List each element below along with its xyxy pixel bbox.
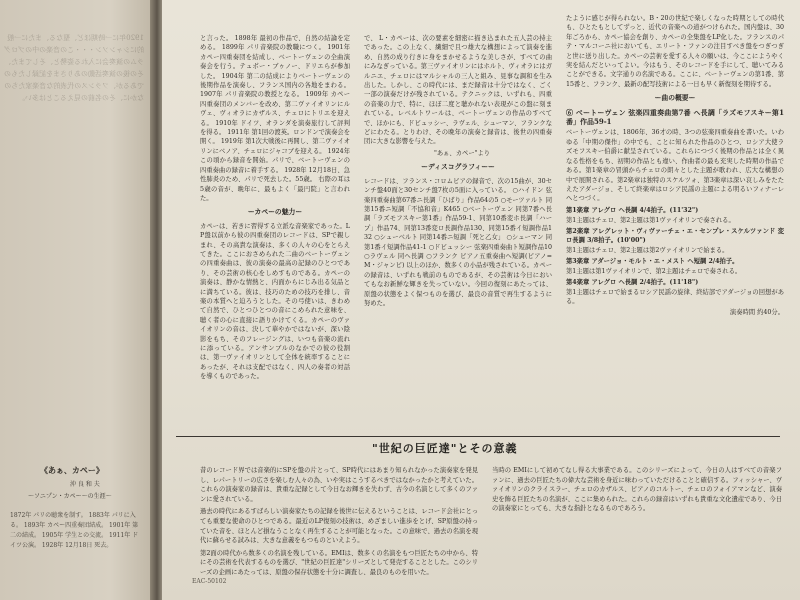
left-card-author: 沖 良 和 夫	[70, 481, 100, 488]
movement-2: 第2楽章 アレグレット・ヴィヴァーチェ・エ・センプレ・スケルツァンド 変ロ長調 3/8拍子。(10'00")	[566, 227, 784, 244]
movement-1-text: 第1主題はチェロ、第2主題は第1ヴァイオリンで奏される。	[566, 217, 735, 225]
bottom-paragraph-2: 過去の時代にあるすばらしい演奏家たちの記録を後世に伝えるということは、レコード会社にとっても重要な使命のひとつである。最近のLP復刻の技術は、めざましい進歩をとげ、SP原盤の持っていた音を、ほとんど損なうことなく再生することが可能となった。この意味で、過去の名演を現代に蘇らせる試みは、大きな意義をもつものといえよう。	[200, 508, 478, 545]
movement-1: 第1楽章 アレグロ ヘ長調 4/4拍子。(11'32")	[566, 206, 699, 214]
column-2-quote: "あぁ、カペー"より	[434, 149, 491, 157]
column-2-body: で、 L・カペーは、次の要素を細密に描き込まれた五人芸の持主であった。この上なく、繊細で且つ雄大な構想によって演奏を進め、自然の成り行きに身をまかせるような美しさが、すべての曲にみなぎっている。第三ヴァイオリンにはホルト、ヴィオラにはガルニエ、チェロにはマルシャルの三人と組み、見事な調和を生み出した。しかし、この時代には、まだ録音は十分ではなく、ごく一部の演奏だけが残されている。テクニックは、いずれも、四重の音楽の力で、特に、ほぼ二度と聴かれない表現がこの盤に刻まれている。レベルトワールは、ベートーヴェンの作品のすべてで、ほかにも、ドビュッシー、ラヴェル、シューマン、フランクなどにわたる。とりわけ、その晩年の演奏と録音は、後世の四重奏団に大きな影響を与えた。	[364, 35, 552, 146]
column-1-body: カペーは、若きに習得する立派な音楽家であった。LP盤以前から彼の四重奏団のレコードは、SPで親しまれ、その高貴な演奏は、多くの人々の心をとらえてきた。ここにおさめられた二曲のベートーヴェンの四重奏曲は、彼の演奏の最高の記録のひとつであり、その芸術の核心をしめすものである。カペーの演奏は、静かな情熱と、内面からにじみ出る気品とに満ちている。彼は、技巧のための技巧を排し、音楽の本質へと迫ろうとした。その弓使いは、きわめて自然で、ひとつひとつの音にこめられた意味を、聴く者の心に直接に語りかけてくる。カペーのヴァイオリンの音は、決して華やかではないが、深い陰影をもち、そのフレージングは、いつも音楽の流れに添っている。アンサンブルのなかでの彼の役割は、第一ヴァイオリンとして全体を統率することにあったが、それは支配ではなく、四人の奏者の対話を導くものであった。	[200, 222, 350, 381]
column-1-heading: ーカペーの魅力ー	[247, 208, 303, 217]
program-notes-heading: ー曲の概要ー	[654, 94, 696, 103]
column-3-body: たように感じが得られない。B・20の世紀で楽しくなった時期としての時代も、ひとたもとしてずっと、近代の音楽への道がつけられた。国内盤は、30年ごろから、カペー協会を創り、カペーの全集盤をLP化した。フランスのパテ・マルコーニ社においても、エリート・ファンの注目すべき盤をつぎつぎと世に送り出した。カペーの芸術を愛する人々の願いは、今ここにようやく実を結んだといってよい。今はもう、そのレコードを手にして、聴いてみることができる。文字通りの名演である。ここに、ベートーヴェンの第1番、第15番と、フランク、最新の配写技術による一日も早く新復刻を期待する。	[566, 15, 784, 88]
bottom-paragraph-3: 第2面の時代から数多くの名演を残している。EMIは、数多くの名演をもつ巨匠たちの中から、特にその芸術を代表するものを選び、"世紀の巨匠達"シリーズとして発売することとした。このシリーズの企画にあたっては、原盤の保存状態を十分に調査し、最良のものを用いた。	[200, 549, 478, 576]
duration-note: 演奏時間 約40分。	[729, 308, 784, 316]
bleed-through-text: 1920年に一時期ほど、聖なる、またに一般的にシャンソン・・・この音楽の中のプログラムの演奏会に入れる姿勢と、そしてまた、その後の演奏活動のありさまを記録したものであるが、フランスの代表的な音楽家たちのなかに、その名前の見えることは多い。	[4, 34, 144, 102]
bottom-paragraph-1: 昔のレコード界では音楽的にSPを盤の片とって、SP時代にはあまり知られなかった演奏家を発見し、レパートリーの広さを楽しむ人々の為、いや実はこうするべきではなかったかと考えていた。これらの演奏家の録音は、貴重な記録として今日なお輝きを失わず、古今の名演として多くのファンに愛されている。	[200, 467, 478, 503]
bottom-paragraph-4: 当時の EMIにして初めてなし得る大事業である。このシリーズによって、今日の人はすべての音楽ファンに、過去の巨匠たちの偉大な芸術を身近に味わっていただけることと確信する。フィッシャー、ヴァイオリンのクライスラー、チェロのカザルス、ピアノのコルトー、チェロのフォイアマンなど、演奏史を飾る巨匠たちの名演が、ここに集められた。これらの録音はいずれも貴重な文化遺産であり、今日の演奏家にとっても、大きな指針となるものであろう。	[492, 467, 782, 513]
catalog-number: EAC-50102	[192, 578, 227, 585]
movement-2-text: 第1主題はチェロ、第2主題は第2ヴァイオリンで始まる。	[566, 247, 729, 255]
discography-heading: ーディスコグラフィーー	[421, 163, 495, 172]
left-card-title: 《あぁ、カペー》	[40, 465, 104, 475]
column-1-chronology: と言った。 1898年 最初の作品で、自然の結論を定める。 1899年 パリ音楽院の教職につく。 1901年 カペー四重奏団を結成し、ベートーヴェンの全曲演奏会を行う。テュボー・ブゥノー、ドリエらが参加した。 1904年 第二の結成によりベートーヴェンの後期作品を演奏し、フランス国内の各地をまわる。 1907年 パリ音楽院の教授となる。 1909年 カペー四重奏団のメンバーを改め、第二ヴァイオリンにルヴェ、ヴィオラにカザルス、チェロにトリエを迎える。 1910年 ドイツ、オランダを演奏旅行して評判を得る。 1911年 第1回の渡英。ロンドンで演奏会を開く。 1919年 第1次大戦後に再開し、第二ヴァイオリンにベノア、チェロにジャコブを迎える。 1924年 この頃から録音を開始。パリで、ベートーヴェンの四重奏曲の録音に着手する。 1928年 12月18日、急性肺炎のため、パリで死去した。55歳。 右際の耳は5歳の音が、晩年に、最もよく「最円院」と言われた。	[200, 35, 350, 202]
movement-3: 第3楽章 アダージョ・モルト・エ・メスト ヘ短調 2/4拍子。	[566, 257, 739, 265]
discography-body: レコードは、フランス・コロムビアの録音で、次の15曲が、30センチ盤40面と30センチ盤7枚の5面に入っている。 ○ハイドン 弦楽四重奏曲第67番ニ長調「ひばり」作品64の5 ○モーツァルト 同第15番ニ短調「不協和音」K465 ○ベートーヴェン 同第7番ヘ長調「ラズモフスキー第1番」作品59-1、同第10番変ホ長調「ハープ」作品74、同第13番変ロ長調作品130、同第15番イ短調作品132 ○シューベルト 同第14番ニ短調「死と乙女」 ○シューマン 同第1番イ短調作品41-1 ○ドビュッシー 弦楽四重奏曲ト短調作品10 ○ラヴェル 同ヘ長調 ○フランク ピアノ五重奏曲ヘ短調(ピアノ=M・ジャンピ) 以上のほか、数多くの小品が残されている。カペーの録音は、いずれも戦前のものであるが、その芸術は今日においてもなお新鮮な輝きを失っていない。今回の復刻にあたっては、原盤の状態をよく保つものを選び、最良の音質で再生するように努めた。	[364, 177, 552, 307]
movement-3-text: 第1主題は第1ヴァイオリンで、第2主題はチェロで奏される。	[566, 268, 742, 276]
section-title: "世紀の巨匠達"とその意義	[372, 442, 518, 455]
column-1	[200, 34, 350, 430]
left-card-lines: 1872年 パリの聴衆を制す。 1883年 パリに入る。 1893年 カペー四重奏団結成。 1901年 第二の結成。 1905年 学生との交流。 1911年 ドイツ公演。 1928年 12月18日 死去。	[10, 512, 139, 549]
column-3	[566, 14, 784, 430]
work-description: ベートーヴェンは、1806年、36才の時、3つの弦楽四重奏曲を書いた。いわゆる「中期の傑作」の中でも、ことに知られた作品のひとつ、ロシア大使ラズモフスキー伯爵に献呈されている。これらにつづく後期の作品とは全く異なる性格をもち、初期の作品とも違い、作曲者の最も充実した時期の作品である。第1楽章の冒頭からチェロの朗々とした主題が歌われ、広大な構想の中で展開される。第2楽章は独特のスケルツォ、第3楽章は深い哀しみをたたえたアダージョ、そして終楽章はロシア民謡の主題による明るいフィナーレへとつづく。	[566, 129, 784, 203]
movement-4-text: 第1主題はチェロで始まるロシア民謡の旋律、終結部でアダージョの回想がある。	[566, 288, 784, 306]
bottom-column-2	[492, 466, 782, 576]
work-title: ⑥ ベートーヴェン 弦楽四重奏曲第7番 ヘ長調「ラズモフスキー第1番」作品59-1	[566, 107, 784, 127]
left-page	[0, 0, 158, 600]
right-page	[162, 0, 800, 600]
section-divider	[176, 436, 780, 437]
left-card	[10, 465, 148, 585]
left-card-subtitle: 〜ソニプン・カペー〜の生涯〜	[28, 493, 112, 500]
movement-4: 第4楽章 アレグロ ヘ長調 2/4拍子。(11'18")	[566, 278, 699, 286]
column-2	[364, 34, 552, 430]
bottom-column-1	[200, 466, 478, 576]
